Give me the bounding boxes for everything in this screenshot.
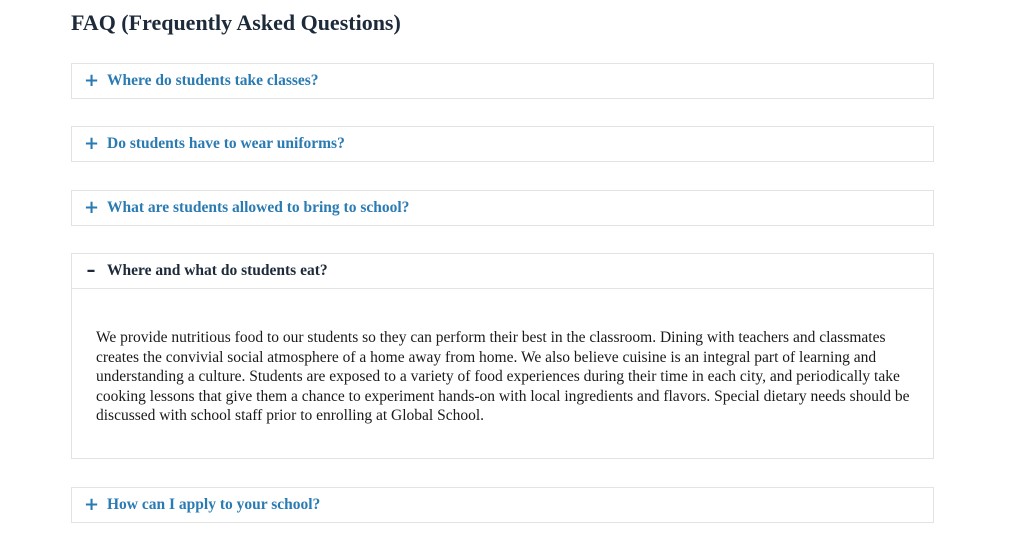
faq-question[interactable]: Where and what do students eat? [107,262,328,279]
faq-question[interactable]: How can I apply to your school? [107,496,321,513]
faq-header-apply[interactable] [72,488,933,522]
plus-icon[interactable]: + [84,494,100,515]
faq-item-bring-to-school [71,190,934,226]
faq-item-uniforms [71,126,934,162]
faq-header-classes[interactable] [72,64,933,98]
faq-question[interactable]: Where do students take classes? [107,72,319,89]
faq-item-classes [71,63,934,99]
plus-icon[interactable]: + [84,133,100,154]
minus-icon[interactable]: – [86,260,96,281]
faq-header-uniforms[interactable] [72,127,933,161]
faq-question[interactable]: Do students have to wear uniforms? [107,135,345,152]
faq-question[interactable]: What are students allowed to bring to school? [107,199,410,216]
page-title: FAQ (Frequently Asked Questions) [71,10,401,35]
faq-answer-text: We provide nutritious food to our students so they can perform their best in the classroom. Dining with teachers and classmates creates the convivial social atmosphere of a home away from home. We also believe cuisine is an integral part of learning and understanding a culture. Students are exposed to a variety of food experiences during their time in each city, and periodically take cooking lessons that give them a chance to experiment hands-on with local ingredients and flavors. Special dietary needs should be discussed with school staff prior to enrolling at Global School. [96,329,910,424]
plus-icon[interactable]: + [84,197,100,218]
plus-icon[interactable]: + [84,70,100,91]
faq-answer-panel [72,288,933,458]
faq-item-apply [71,487,934,523]
faq-header-bring-to-school[interactable] [72,191,933,225]
faq-header-eat[interactable] [72,254,933,288]
faq-item-eat [71,253,934,459]
